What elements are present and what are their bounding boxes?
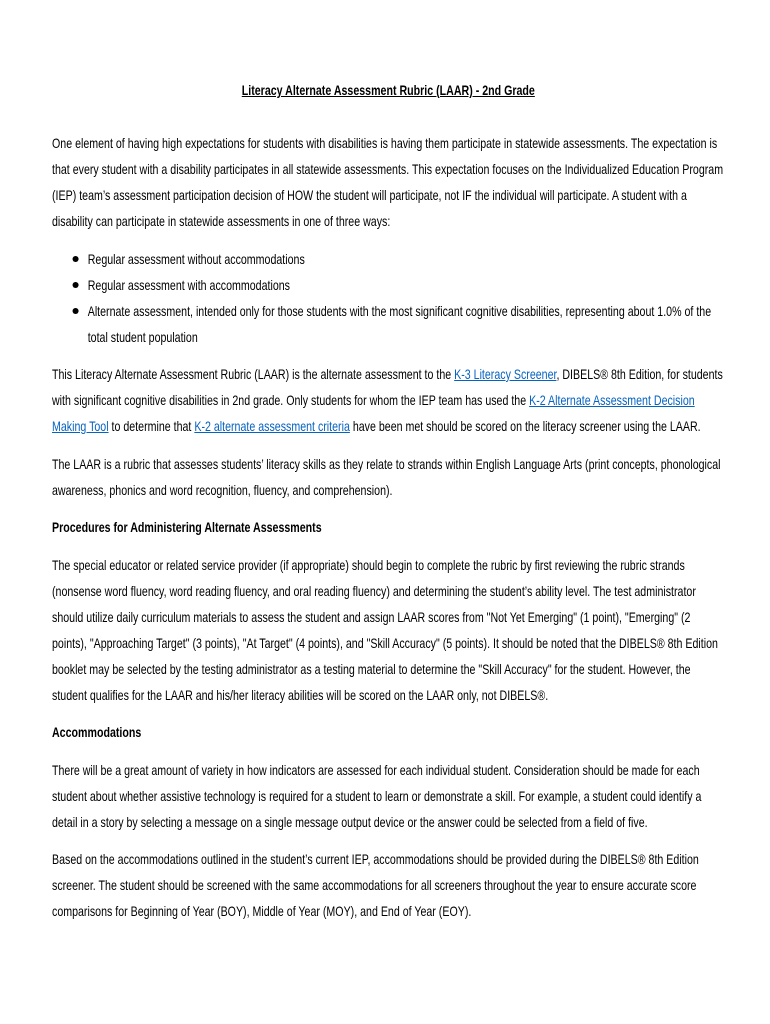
list-item bbox=[52, 298, 725, 350]
rubric-summary-paragraph: The LAAR is a rubric that assesses students’ literacy skills as they relate to strands within English Language Arts (print concepts, phonological awareness, phonics and word recognition, fluency, and comprehension). bbox=[52, 455, 721, 498]
accommodations-heading: Accommodations bbox=[52, 724, 142, 740]
bullet-icon bbox=[73, 282, 79, 288]
document-title bbox=[52, 77, 725, 103]
document-body bbox=[52, 77, 725, 936]
list-item bbox=[52, 272, 725, 298]
decision-making-tool-link[interactable]: K-2 Alternate Assessment Decision Making Tool bbox=[52, 392, 695, 434]
list-item-text: Regular assessment without accommodations bbox=[87, 250, 305, 267]
intro-paragraph: One element of having high expectations for students with disabilities is having them participate in statewide assessments. The expectation is that every student with a disability participates in all statewide assessments. This expectation focuses on the Individualized Education Program (IEP) team’s assessment participation decision of HOW the student will participate, not IF the individual will participate. A student with a disability can participate in statewide assessments in one of three ways: bbox=[52, 135, 724, 229]
literacy-screener-link[interactable]: K-3 Literacy Screener bbox=[454, 366, 557, 382]
laar-description-text: have been met should be scored on the literacy screener using the LAAR. bbox=[349, 418, 701, 434]
laar-description-text: This Literacy Alternate Assessment Rubric (LAAR) is the alternate assessment to the bbox=[52, 366, 455, 382]
document-title-text: Literacy Alternate Assessment Rubric (LAAR) - 2nd Grade bbox=[241, 82, 535, 98]
procedures-paragraph: The special educator or related service provider (if appropriate) should begin to complete the rubric by first reviewing the rubric strands (nonsense word fluency, word reading fluency, and oral reading fluency) and determining the student’s ability level. The test administrator should utilize daily curriculum materials to assess the student and assign LAAR scores from "Not Yet Emerging" (1 point), "Emerging" (2 points), "Approaching Target" (3 points), "At Target" (4 points), and "Skill Accuracy" (5 points). It should be noted that the DIBELS® 8th Edition booklet may be selected by the testing administrator as a testing material to determine the "Skill Accuracy" for the student. However, the student qualifies for the LAAR and his/her literacy abilities will be scored on the LAAR only, not DIBELS®. bbox=[52, 556, 718, 703]
list-item-text: Regular assessment with accommodations bbox=[87, 276, 290, 293]
assessment-criteria-link[interactable]: K-2 alternate assessment criteria bbox=[194, 418, 350, 434]
accommodations-paragraph: There will be a great amount of variety in how indicators are assessed for each individual student. Consideration should be made for each student about whether assistive technology is required for a student to learn or demonstrate a skill. For example, a student could identify a detail in a story by selecting a message on a single message output device or the answer could be selected from a field of five. bbox=[52, 761, 702, 830]
procedures-heading: Procedures for Administering Alternate Assessments bbox=[52, 519, 322, 535]
accommodations-paragraph: Based on the accommodations outlined in the student’s current IEP, accommodations should be provided during the DIBELS® 8th Edition screener. The student should be screened with the same accommodations for all screeners throughout the year to ensure accurate score comparisons for Beginning of Year (BOY), Middle of Year (MOY), and End of Year (EOY). bbox=[52, 851, 699, 919]
laar-description-text: , DIBELS® 8th Edition, for students with significant cognitive disabilities in 2nd grade. Only students for whom the IEP team has used the bbox=[52, 366, 723, 408]
laar-description-paragraph bbox=[52, 361, 725, 439]
bullet-icon bbox=[73, 308, 79, 314]
participation-options-list bbox=[52, 246, 725, 350]
list-item bbox=[52, 246, 725, 272]
laar-description-text: to determine that bbox=[108, 418, 195, 434]
list-item-text: Alternate assessment, intended only for those students with the most significant cognitive disabilities, representing about 1.0% of the total student population bbox=[87, 302, 712, 345]
bullet-icon bbox=[73, 256, 79, 262]
